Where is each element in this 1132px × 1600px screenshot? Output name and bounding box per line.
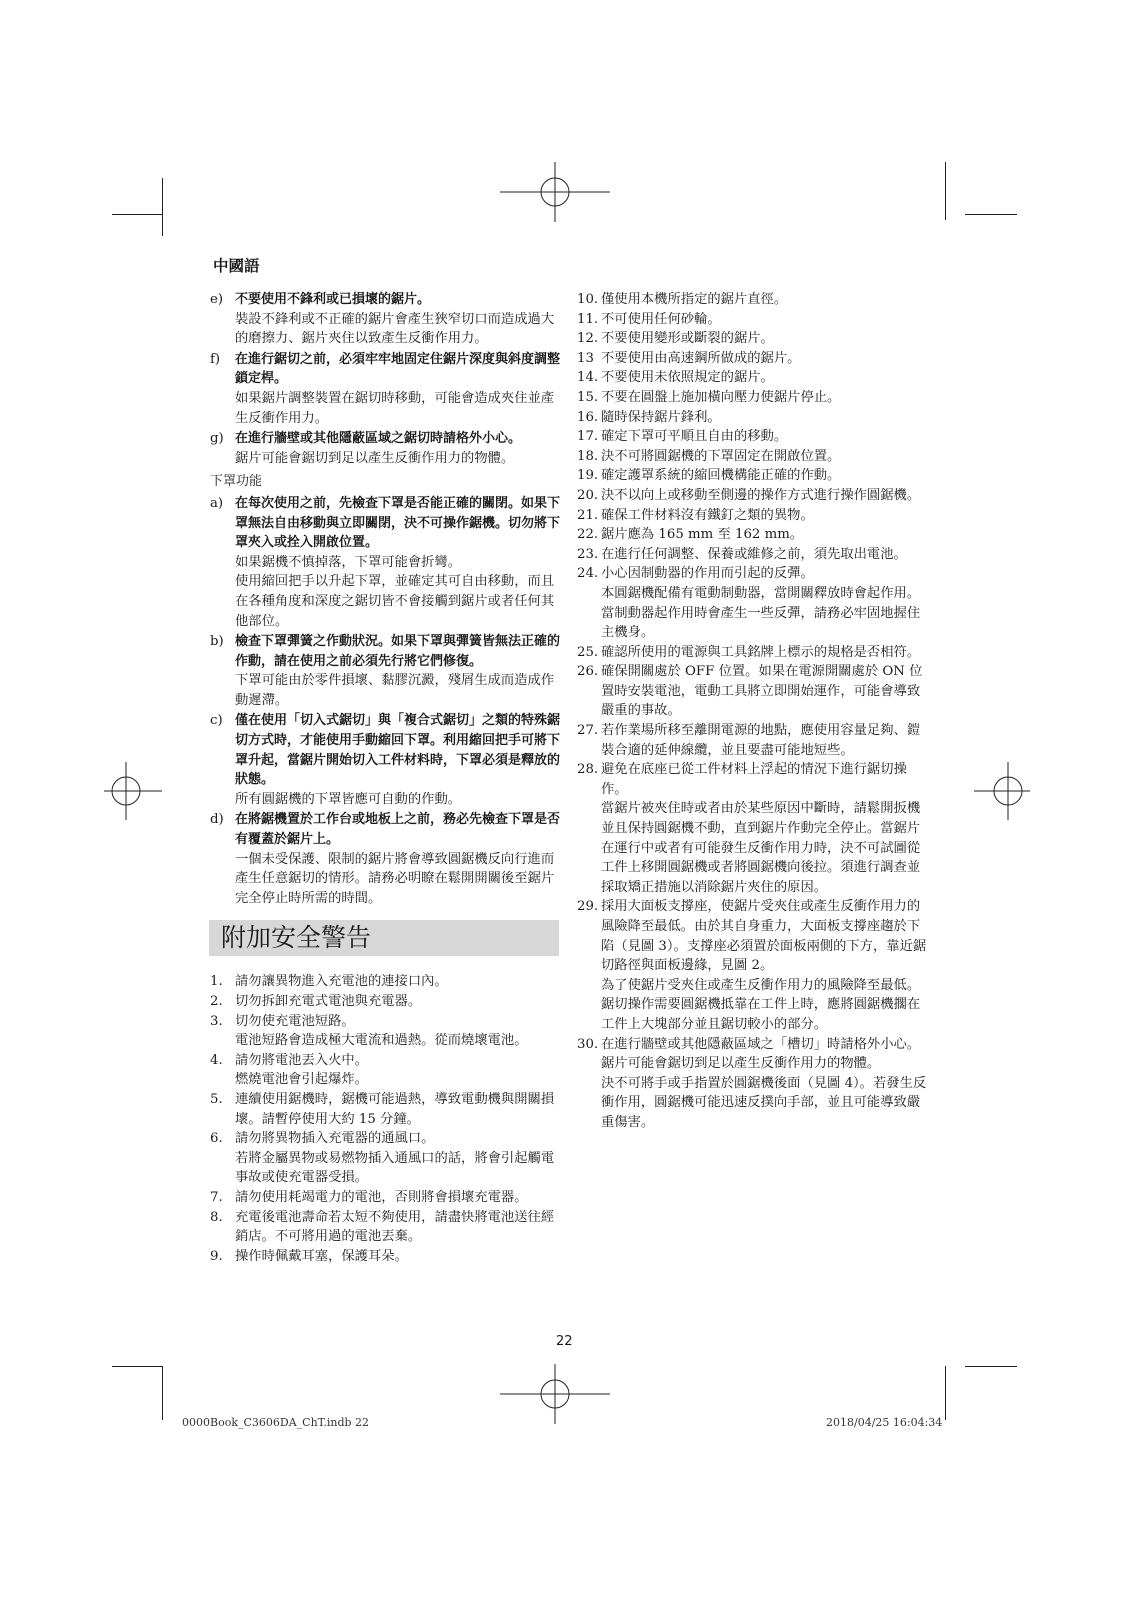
item-heading: 確保開關處於 OFF 位置。如果在電源開關處於 ON 位置時安裝電池，電動工具將立即開始運作，可能會導致嚴重的事故。: [601, 664, 923, 719]
list-item: [577, 506, 927, 526]
item-body-text: 所有圓鋸機的下罩皆應可自動的作動。: [235, 791, 462, 807]
list-item: [210, 711, 560, 809]
item-heading: 確保工件材料沒有鐵釘之類的異物。: [601, 507, 814, 523]
item-body-text: 一個未受保護、限制的鋸片將會導致圓鋸機反向行進而產生任意鋸切的情形。請務必明瞭在鬆開開關後至鋸片完全停止時所需的時間。: [235, 851, 555, 906]
item-heading: 請勿將異物插入充電器的通風口。: [235, 1131, 435, 1147]
item-heading: 在進行任何調整、保養或維修之前，須先取出電池。: [601, 546, 907, 562]
item-heading: 在進行鋸切之前，必須牢牢地固定住鋸片深度與斜度調整鎖定桿。: [235, 351, 561, 387]
list-item: [577, 486, 927, 506]
list-item: [577, 662, 927, 721]
list-item: [210, 1188, 560, 1208]
item-marker: 5.: [210, 1091, 223, 1107]
item-heading: 不要使用不鋒利或已損壞的鋸片。: [235, 292, 431, 307]
item-marker: 12.: [577, 331, 599, 347]
list-item: [577, 447, 927, 467]
item-marker: 1.: [210, 974, 223, 990]
item-marker: 13: [577, 350, 594, 366]
item-marker: 19.: [577, 468, 599, 484]
item-heading: 不要在圓盤上施加橫向壓力使鋸片停止。: [601, 389, 841, 405]
registration-mark-left: [104, 760, 164, 820]
item-body-text: 電池短路會造成極大電流和過熱。從而燒壞電池。: [235, 1033, 528, 1049]
item-marker: 27.: [577, 723, 599, 739]
item-body-text: 當鋸片被夾住時或者由於某些原因中斷時，請鬆開扳機並且保持圓鋸機不動，直到鋸片作動完全停止。當鋸片在運行中或者有可能發生反衝作用力時，決不可試圖從工件上移開圓鋸機或者將圓鋸機向後拉。須進行調查並採取矯正措施以消除鋸片夾住的原因。: [601, 801, 921, 895]
item-marker: 4.: [210, 1052, 223, 1068]
item-heading: 充電後電池壽命若太短不夠使用，請盡快將電池送往經銷店。不可將用過的電池丟棄。: [235, 1209, 555, 1245]
item-marker: 15.: [577, 389, 599, 405]
item-marker: d): [210, 812, 224, 828]
list-item: [210, 992, 560, 1012]
item-marker: 18.: [577, 448, 599, 464]
list-item: [210, 1247, 560, 1267]
list-item: [210, 632, 560, 710]
footer-timestamp: 2018/04/25 16:04:34: [826, 1416, 943, 1429]
item-marker: 26.: [577, 664, 599, 680]
additional-warnings-right: [577, 290, 927, 1133]
list-item: [210, 429, 560, 468]
item-marker: 17.: [577, 429, 599, 445]
list-item: [577, 329, 927, 349]
list-item: [210, 494, 560, 631]
item-marker: 16.: [577, 409, 599, 425]
item-heading: 僅使用本機所指定的鋸片直徑。: [601, 292, 788, 307]
list-item: [210, 1208, 560, 1247]
item-heading: 採用大面板支撐座，使鋸片受夾住或產生反衝作用力的風險降至最低。由於其自身重力，大面板支撐座趨於下陷（見圖 3）。支撐座必須置於面板兩側的下方，靠近鋸切路徑與面板邊緣，見圖 2。: [601, 899, 927, 974]
list-item: [210, 1090, 560, 1129]
item-heading: 操作時佩戴耳塞，保護耳朵。: [235, 1248, 408, 1264]
item-marker: 11.: [577, 311, 599, 327]
list-item: [210, 1129, 560, 1188]
lower-guard-title: 下罩功能: [210, 474, 263, 490]
item-marker: a): [210, 495, 224, 511]
list-item: [577, 721, 927, 760]
section-banner: 附加安全警告: [209, 920, 559, 956]
item-heading: 不要使用由高速鋼所做成的鋸片。: [601, 350, 801, 366]
item-marker: 9.: [210, 1248, 223, 1264]
list-item: [577, 525, 927, 545]
item-body-text: 若將金屬異物或易燃物插入通風口的話，將會引起觸電事故或使充電器受損。: [235, 1150, 555, 1186]
item-marker: 2.: [210, 994, 223, 1009]
item-marker: 14.: [577, 370, 599, 386]
footer-file-name: 0000Book_C3606DA_ChT.indb 22: [182, 1416, 370, 1429]
list-item: [210, 1012, 560, 1051]
item-heading: 請勿讓異物進入充電池的連接口內。: [235, 974, 448, 990]
item-marker: 7.: [210, 1189, 223, 1205]
item-body-text: 裝設不鋒利或不正確的鋸片會產生狹窄切口而造成過大的磨擦力、鋸片夾住以致產生反衝作用力。: [235, 311, 555, 347]
safety-list-general: [210, 290, 560, 468]
item-marker: 24.: [577, 566, 599, 582]
item-heading: 在將鋸機置於工作台或地板上之前，務必先檢查下罩是否有覆蓋於鋸片上。: [235, 812, 561, 848]
list-item: [210, 350, 560, 428]
item-heading: 確定下罩可平順且自由的移動。: [601, 429, 788, 445]
item-marker: g): [210, 431, 224, 447]
list-item: [577, 368, 927, 388]
item-marker: 3.: [210, 1013, 223, 1029]
item-heading: 確定護罩系統的縮回機構能正確的作動。: [601, 468, 841, 484]
item-heading: 在每次使用之前，先檢查下罩是否能正確的關閉。如果下罩無法自由移動與立即關閉，決不可操作鋸機。切勿將下罩夾入或拴入開啟位置。: [235, 495, 561, 551]
page-header: 中國語: [213, 257, 260, 275]
page-number: 22: [556, 1334, 573, 1349]
item-body-text: 下罩可能由於零件損壞、黏膠沉澱，殘屑生成而造成作動遲滯。: [235, 673, 555, 708]
item-heading: 在進行牆壁或其他隱蔽區域之鋸切時請格外小心。: [235, 431, 522, 447]
list-item: [577, 1035, 927, 1133]
item-heading: 檢查下罩彈簧之作動狀況。如果下罩與彈簧皆無法正確的作動，請在使用之前必須先行將它們修復。: [235, 634, 561, 669]
list-item: [577, 290, 927, 310]
item-marker: 8.: [210, 1209, 223, 1225]
item-marker: 28.: [577, 762, 599, 778]
item-marker: 29.: [577, 899, 599, 915]
list-item: [210, 972, 560, 992]
list-item: [577, 897, 927, 1034]
list-item: [577, 760, 927, 897]
item-marker: 6.: [210, 1131, 223, 1147]
list-item: [577, 349, 927, 369]
item-heading: 決不可將圓鋸機的下罩固定在開啟位置。: [601, 448, 841, 464]
item-marker: 23.: [577, 546, 599, 562]
item-marker: b): [210, 634, 224, 650]
list-item: [210, 810, 560, 908]
item-body-text: 如果鋸機不慎掉落，下罩可能會折彎。: [235, 554, 462, 570]
list-item: [577, 545, 927, 565]
list-item: [577, 408, 927, 428]
item-body-text: 決不可將手或手指置於圓鋸機後面（見圖 4）。若發生反衝作用，圓鋸機可能迅速反撲向手部，並且可能導致嚴重傷害。: [601, 1075, 927, 1130]
list-item: [577, 564, 927, 642]
registration-mark-right: [970, 760, 1030, 820]
list-item: [577, 466, 927, 486]
item-body-text: 本圓鋸機配備有電動制動器，當開關釋放時會起作用。當制動器起作用時會產生一些反彈，請務必牢固地握住主機身。: [601, 585, 921, 641]
safety-list-lower-guard: [210, 494, 560, 908]
list-item: [577, 388, 927, 408]
item-heading: 不可使用任何砂輪。: [601, 311, 721, 327]
left-column: [210, 290, 560, 1266]
item-marker: 10.: [577, 292, 599, 307]
item-heading: 鋸片應為 165 mm 至 162 mm。: [601, 527, 804, 543]
registration-mark-bottom: [500, 1358, 610, 1448]
item-body-text: 鋸片可能會鋸切到足以產生反衝作用力的物體。: [235, 450, 515, 466]
item-body-text: 使用縮回把手以升起下罩，並確定其可自由移動，而且在各種角度和深度之鋸切皆不會接觸到鋸片或者任何其他部位。: [235, 574, 555, 629]
list-item: [577, 643, 927, 663]
additional-warnings-left: [210, 972, 560, 1266]
item-heading: 切勿使充電池短路。: [235, 1013, 355, 1029]
item-marker: f): [210, 351, 221, 367]
item-heading: 避免在底座已從工件材料上浮起的情況下進行鋸切操作。: [601, 762, 907, 797]
item-heading: 小心因制動器的作用而引起的反彈。: [601, 566, 814, 582]
item-heading: 不要使用變形或斷裂的鋸片。: [601, 331, 774, 347]
item-heading: 不要使用未依照規定的鋸片。: [601, 370, 774, 386]
item-heading: 若作業場所移至離開電源的地點，應使用容量足夠、鎧裝合適的延伸線纜，並且要盡可能地短些。: [601, 723, 921, 758]
item-marker: e): [210, 292, 224, 307]
item-body-text: 為了使鋸片受夾住或產生反衝作用力的風險降至最低。鋸切操作需要圓鋸機抵靠在工件上時，應將圓鋸機擱在工件上大塊部分並且鋸切較小的部分。: [601, 977, 921, 1032]
item-marker: 21.: [577, 507, 599, 523]
item-heading: 隨時保持鋸片鋒利。: [601, 409, 721, 425]
item-heading: 僅在使用「切入式鋸切」與「複合式鋸切」之類的特殊鋸切方式時，才能使用手動縮回下罩。利用縮回把手可將下罩升起，當鋸片開始切入工件材料時，下罩必須是釋放的狀態。: [235, 713, 561, 788]
item-heading: 切勿拆卸充電式電池與充電器。: [235, 994, 422, 1009]
list-item: [577, 310, 927, 330]
item-heading: 連續使用鋸機時，鋸機可能過熱，導致電動機與開關損壞。請暫停使用大約 15 分鐘。: [235, 1091, 555, 1127]
item-body-text: 燃燒電池會引起爆炸。: [235, 1072, 368, 1088]
list-item: [210, 1051, 560, 1090]
item-marker: 25.: [577, 644, 599, 660]
item-heading: 決不以向上或移動至側邊的操作方式進行操作圓鋸機。: [601, 487, 921, 503]
item-heading: 請勿使用耗竭電力的電池，否則將會損壞充電器。: [235, 1189, 528, 1205]
item-marker: 30.: [577, 1036, 599, 1052]
registration-mark-top: [500, 150, 610, 260]
item-marker: 22.: [577, 527, 599, 543]
item-marker: 20.: [577, 487, 599, 503]
list-item: [577, 427, 927, 447]
item-marker: c): [210, 713, 223, 729]
right-column: [577, 290, 927, 1133]
item-heading: 確認所使用的電源與工具銘牌上標示的規格是否相符。: [601, 644, 921, 660]
list-item: [210, 290, 560, 349]
item-heading: 在進行牆壁或其他隱蔽區域之「槽切」時請格外小心。鋸片可能會鋸切到足以產生反衝作用力的物體。: [601, 1036, 921, 1072]
item-body-text: 如果鋸片調整裝置在鋸切時移動，可能會造成夾住並產生反衝作用力。: [235, 390, 555, 426]
item-heading: 請勿將電池丟入火中。: [235, 1052, 368, 1068]
